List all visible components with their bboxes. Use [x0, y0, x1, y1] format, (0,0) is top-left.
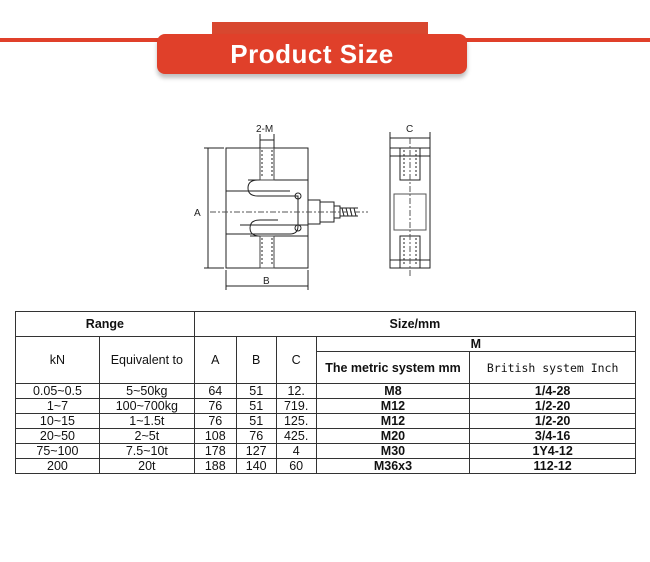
cell-a: 76	[194, 399, 236, 414]
cell-a: 76	[194, 414, 236, 429]
table-row	[16, 429, 636, 444]
cell-metric: M8	[316, 384, 470, 399]
cell-a: 64	[194, 384, 236, 399]
section-banner	[157, 34, 467, 74]
cell-b: 140	[236, 459, 276, 474]
table-row	[16, 399, 636, 414]
header-range: Range	[16, 312, 195, 337]
decorative-top-strip	[212, 22, 428, 34]
col-m: M	[316, 337, 635, 352]
cell-metric: M12	[316, 399, 470, 414]
header-size: Size/mm	[194, 312, 635, 337]
cell-kn: 75~100	[16, 444, 100, 459]
label-a: A	[194, 208, 201, 219]
cell-equiv: 7.5~10t	[99, 444, 194, 459]
cell-metric: M30	[316, 444, 470, 459]
cell-b: 51	[236, 414, 276, 429]
col-equivalent: Equivalent to	[99, 337, 194, 384]
cell-c: 425.	[276, 429, 316, 444]
cell-metric: M20	[316, 429, 470, 444]
col-kn: kN	[16, 337, 100, 384]
cell-c: 4	[276, 444, 316, 459]
cell-equiv: 20t	[99, 459, 194, 474]
cell-british: 1/2-20	[470, 414, 636, 429]
label-c: C	[406, 124, 414, 135]
cell-kn: 20~50	[16, 429, 100, 444]
cell-a: 108	[194, 429, 236, 444]
col-british: British system Inch	[470, 352, 636, 384]
cell-kn: 200	[16, 459, 100, 474]
cell-c: 12.	[276, 384, 316, 399]
cell-british: 3/4-16	[470, 429, 636, 444]
table-body	[16, 384, 636, 474]
table-row	[16, 414, 636, 429]
label-b: B	[263, 276, 270, 287]
cell-equiv: 1~1.5t	[99, 414, 194, 429]
cell-c: 125.	[276, 414, 316, 429]
load-cell-drawing	[190, 118, 450, 298]
cell-metric: M12	[316, 414, 470, 429]
cell-kn: 10~15	[16, 414, 100, 429]
cell-kn: 1~7	[16, 399, 100, 414]
col-metric: The metric system mm	[316, 352, 470, 384]
cell-kn: 0.05~0.5	[16, 384, 100, 399]
cell-b: 51	[236, 384, 276, 399]
cell-equiv: 2~5t	[99, 429, 194, 444]
cell-british: 1/4-28	[470, 384, 636, 399]
cell-equiv: 100~700kg	[99, 399, 194, 414]
cell-c: 60	[276, 459, 316, 474]
table-row	[16, 384, 636, 399]
banner-title: Product Size	[230, 38, 394, 69]
cell-british: 1/2-20	[470, 399, 636, 414]
col-a: A	[194, 337, 236, 384]
label-2m: 2-M	[256, 124, 274, 135]
cell-a: 188	[194, 459, 236, 474]
cell-a: 178	[194, 444, 236, 459]
col-b: B	[236, 337, 276, 384]
table-row	[16, 459, 636, 474]
cell-b: 51	[236, 399, 276, 414]
table-row	[16, 444, 636, 459]
cell-british: 112-12	[470, 459, 636, 474]
cell-british: 1Y4-12	[470, 444, 636, 459]
cell-b: 127	[236, 444, 276, 459]
cell-equiv: 5~50kg	[99, 384, 194, 399]
col-c: C	[276, 337, 316, 384]
cell-metric: M36x3	[316, 459, 470, 474]
cell-c: 719.	[276, 399, 316, 414]
size-table	[15, 311, 636, 474]
cell-b: 76	[236, 429, 276, 444]
